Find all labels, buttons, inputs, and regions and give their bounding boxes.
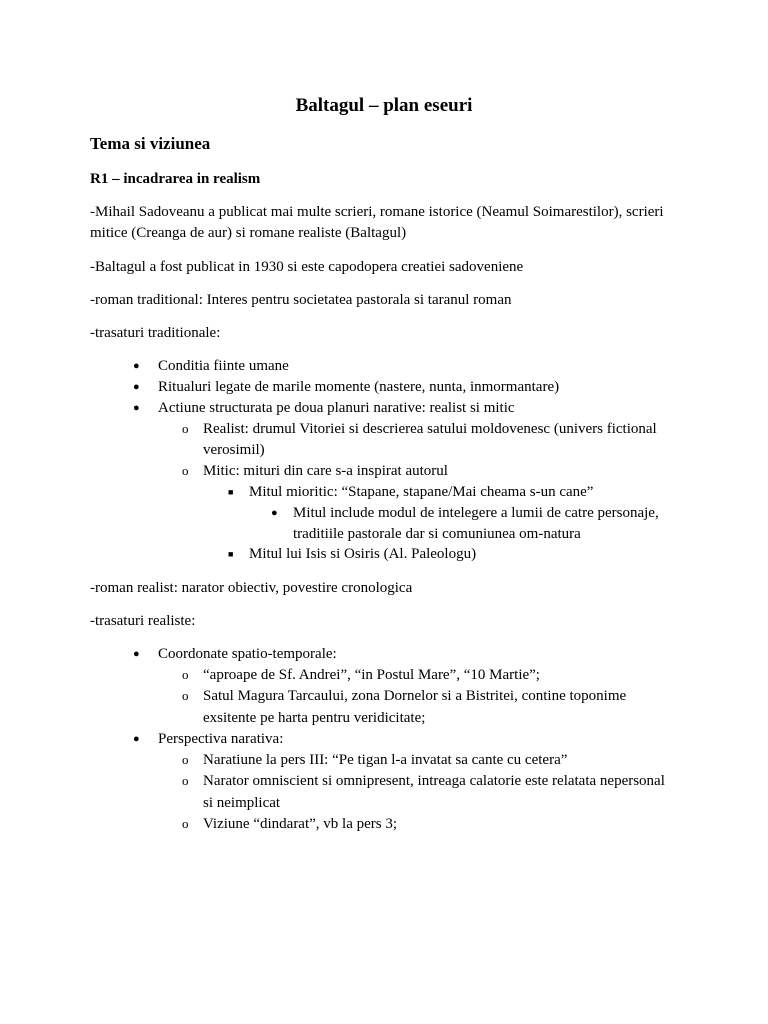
bullet-icon: ●	[133, 402, 140, 414]
circle-bullet-icon: o	[182, 816, 189, 831]
list-item-continuation: verosimil)	[203, 442, 265, 458]
list-item: Mitul mioritic: “Stapane, stapane/Mai cheama s-un cane”	[249, 484, 594, 500]
section-heading: Tema si viziunea	[90, 134, 211, 153]
list-item: Conditia fiinte umane	[158, 358, 289, 374]
bullet-icon: ●	[133, 648, 140, 660]
list-item-continuation: exsitente pe harta pentru veridicitate;	[203, 710, 426, 726]
list-item: Actiune structurata pe doua planuri narative: realist si mitic	[158, 400, 515, 416]
circle-bullet-icon: o	[182, 752, 189, 767]
list-item: Realist: drumul Vitoriei si descrierea satului moldovenesc (univers fictional	[203, 421, 657, 437]
circle-bullet-icon: o	[182, 667, 189, 682]
paragraph: -trasaturi traditionale:	[90, 325, 221, 341]
paragraph: -roman realist: narator obiectiv, povestire cronologica	[90, 580, 413, 596]
list-item: Mitul lui Isis si Osiris (Al. Paleologu)	[249, 546, 477, 562]
list-item: Mitic: mituri din care s-a inspirat autorul	[203, 463, 448, 479]
list-item: Mitul include modul de intelegere a lumii de catre personaje,	[293, 505, 659, 521]
list-item: Perspectiva narativa:	[158, 731, 284, 747]
document-title: Baltagul – plan eseuri	[295, 95, 473, 116]
circle-bullet-icon: o	[182, 688, 189, 703]
paragraph: -trasaturi realiste:	[90, 613, 196, 629]
list-item: Viziune “dindarat”, vb la pers 3;	[203, 816, 398, 832]
bullet-icon: ●	[271, 507, 278, 519]
square-bullet-icon: ■	[228, 549, 234, 559]
list-item: Coordonate spatio-temporale:	[158, 646, 337, 662]
paragraph: -roman traditional: Interes pentru societatea pastorala si taranul roman	[90, 292, 512, 308]
circle-bullet-icon: o	[182, 773, 189, 788]
list-item: “aproape de Sf. Andrei”, “in Postul Mare”, “10 Martie”;	[203, 667, 540, 683]
circle-bullet-icon: o	[182, 421, 189, 436]
circle-bullet-icon: o	[182, 463, 189, 478]
list-item: Narator omniscient si omnipresent, intreaga calatorie este relatata nepersonal	[203, 773, 665, 789]
list-item-continuation: si neimplicat	[203, 795, 281, 811]
paragraph-line: -Mihail Sadoveanu a publicat mai multe scrieri, romane istorice (Neamul Soimarestilor), scrieri	[90, 204, 664, 220]
square-bullet-icon: ■	[228, 487, 234, 497]
subsection-heading: R1 – incadrarea in realism	[90, 171, 261, 187]
bullet-icon: ●	[133, 381, 140, 393]
list-item: Naratiune la pers III: “Pe tigan l-a invatat sa cante cu cetera”	[203, 752, 568, 768]
bullet-icon: ●	[133, 733, 140, 745]
paragraph: -Baltagul a fost publicat in 1930 si este capodopera creatiei sadoveniene	[90, 259, 524, 275]
bullet-icon: ●	[133, 360, 140, 372]
list-item: Satul Magura Tarcaului, zona Dornelor si a Bistritei, contine toponime	[203, 688, 627, 704]
list-item: Ritualuri legate de marile momente (nastere, nunta, inmormantare)	[158, 379, 560, 395]
paragraph-line: mitice (Creanga de aur) si romane realiste (Baltagul)	[90, 225, 407, 241]
list-item-continuation: traditiile pastorale dar si comuniunea om-natura	[293, 526, 581, 542]
